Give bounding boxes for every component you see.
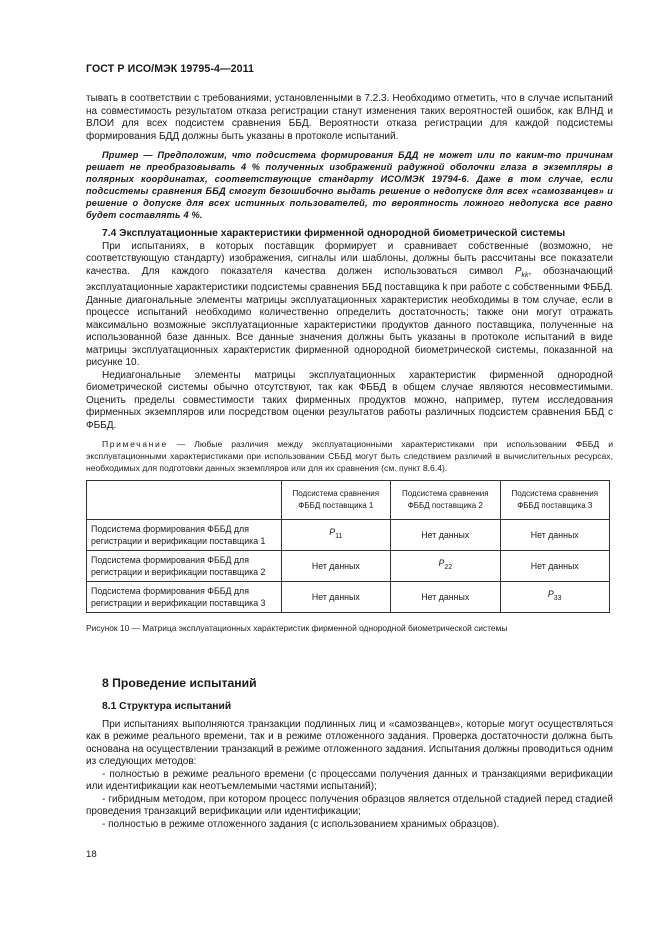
- table-cell: Нет данных: [391, 582, 500, 613]
- table-cell: Нет данных: [281, 551, 390, 582]
- table-row-label: Подсистема формирования ФББД для регистрации и верификации поставщика 2: [87, 551, 282, 582]
- symbol-subscript: kk: [521, 271, 529, 279]
- table-cell: Нет данных: [391, 520, 500, 551]
- symbol-letter: P: [514, 265, 522, 277]
- section-7-4-heading: 7.4 Эксплуатационные характеристики фирменной однородной биометрической системы: [102, 228, 566, 239]
- note-label: Примечание: [102, 439, 168, 449]
- section-8-1-heading: 8.1 Структура испытаний: [102, 701, 232, 712]
- table-cell: Нет данных: [281, 582, 390, 613]
- table-corner-cell: [87, 481, 282, 520]
- table-column-header: Подсистема сравнения ФББД поставщика 3: [500, 481, 610, 520]
- continuation-paragraph: тывать в соответствии с требованиями, установленными в 7.2.3. Необходимо отметить, что в случае испытаний на совместимость результатом отказа регистрации станут изменения таких вероятностей ошибок, как ВЛНД и ВЛОИ для всех подсистем сравнения ББД. Вероятности отказа регистрации для каждой подсистемы формирования БДД должны быть указаны в протоколе испытаний.: [86, 93, 613, 142]
- table-row-label: Подсистема формирования ФББД для регистрации и верификации поставщика 3: [87, 582, 282, 613]
- table-cell: [281, 520, 390, 551]
- table-cell: [500, 582, 610, 613]
- symbol-letter: P: [329, 527, 336, 538]
- symbol-subscript: 11: [335, 533, 343, 541]
- example-paragraph: Пример — Предположим, что подсистема формирования БДД не может или по каким-то причинам решает не преобразовывать 4 % полученных изображений радужной оболочки глаза в экземпляры в полярных координатах, соответствующие стандарту ИСО/МЭК 19794-6. Даже в том случае, если подсистемы сравнения ББД смогут безошибочно выдать решение о недопуске для всех «самозванцев» и решение о допуске для всех истинных пользователей, то вероятность ложного недопуска все равно будет составлять 4 %.: [86, 150, 613, 220]
- paragraph-1-text-a: При испытаниях, в которых поставщик формирует и сравнивает собственные (возможно, не соответствующую стандарту) изображения, сигналы или шаблоны, должны быть рассчитаны все показатели качества. Для каждого показателя качества должен использоваться символ: [86, 240, 613, 277]
- page-content: [86, 93, 613, 831]
- table-row-label: Подсистема формирования ФББД для регистрации и верификации поставщика 1: [87, 520, 282, 551]
- table-header-row: [87, 481, 610, 520]
- table-column-header: Подсистема сравнения ФББД поставщика 2: [391, 481, 500, 520]
- section-8-heading: 8 Проведение испытаний: [102, 675, 257, 690]
- symbol-subscript: 33: [553, 595, 562, 603]
- table-cell: Нет данных: [500, 520, 610, 551]
- table-column-header: Подсистема сравнения ФББД поставщика 1: [281, 481, 390, 520]
- table-cell: Нет данных: [500, 551, 610, 582]
- section-7-4-paragraph-2: Недиагональные элементы матрицы эксплуатационных характеристик фирменной однородной биометрической системы обычно отсутствуют, так как ФББД в общем случае являются несовместимыми. Оценить пределы совместимости таких фирменных продуктов можно, например, путем исследования фирменных экземпляров или посредством оценки результатов работы различных подсистем сравнения ББД с ФББД.: [86, 369, 613, 431]
- section-8-1-paragraph: При испытаниях выполняются транзакции подлинных лиц и «самозванцев», которые могут осуществляться как в режиме реального времени, так и в режиме отложенного задания. Проверка достаточности должна быть основана на осуществлении транзакций в режиме отложенного задания. Испытания должны проводиться одним из следующих методов:: [86, 718, 613, 767]
- table-row: [87, 551, 610, 582]
- symbol-p-kk: [515, 266, 529, 277]
- paragraph-1-text-b: , обозначающий эксплуатационные характеристики подсистемы сравнения ББД поставщика k при работе с собственными ФББД. Данные диагональные элементы матрицы эксплуатационных характеристик необходимы в том случае, если в процессе испытаний необходимо количественно определить достаточность; также они могут отражать максимально возможные эксплуатационные характеристики продуктов данного поставщика, полученные на использованной базе данных. Все данные значения должны быть указаны в протоколе испытаний в виде матрицы эксплуатационных характеристик фирменной однородной биометрической системы, показанной на рисунке 10.: [86, 265, 613, 368]
- performance-matrix-table: [86, 480, 610, 613]
- symbol-subscript: 22: [444, 564, 453, 572]
- note-text: — Любые различия между эксплуатационными характеристиками при использовании ФББД и эксплуатационными характеристиками при использовании СББД могут быть следствием различий в вычислительных ресурсах, необходимых для подготовки данных экземпляров или для их сравнения (см. пункт 8.6.4).: [86, 439, 613, 473]
- note-paragraph: [86, 438, 613, 474]
- document-header: ГОСТ Р ИСО/МЭК 19795-4—2011: [86, 63, 255, 75]
- table-row: [87, 582, 610, 613]
- symbol-letter: P: [438, 558, 445, 569]
- table-row: [87, 520, 610, 551]
- figure-caption: Рисунок 10 — Матрица эксплуатационных характеристик фирменной однородной биометрической системы: [86, 623, 508, 633]
- section-7-4-paragraph-1: [86, 241, 613, 370]
- list-item: - полностью в режиме отложенного задания (с использованием хранимых образцов).: [102, 818, 500, 830]
- table-cell: [391, 551, 500, 582]
- symbol-letter: P: [547, 589, 554, 600]
- list-item: - полностью в режиме реального времени (с процессами получения данных и транзакциями верификации или идентификации как неотъемлемыми частями испытаний);: [86, 768, 613, 792]
- list-item: - гибридным методом, при котором процесс получения образцов является отдельной стадией перед стадией проведения транзакций верификации или идентификации;: [86, 793, 613, 817]
- page-number: 18: [86, 849, 97, 860]
